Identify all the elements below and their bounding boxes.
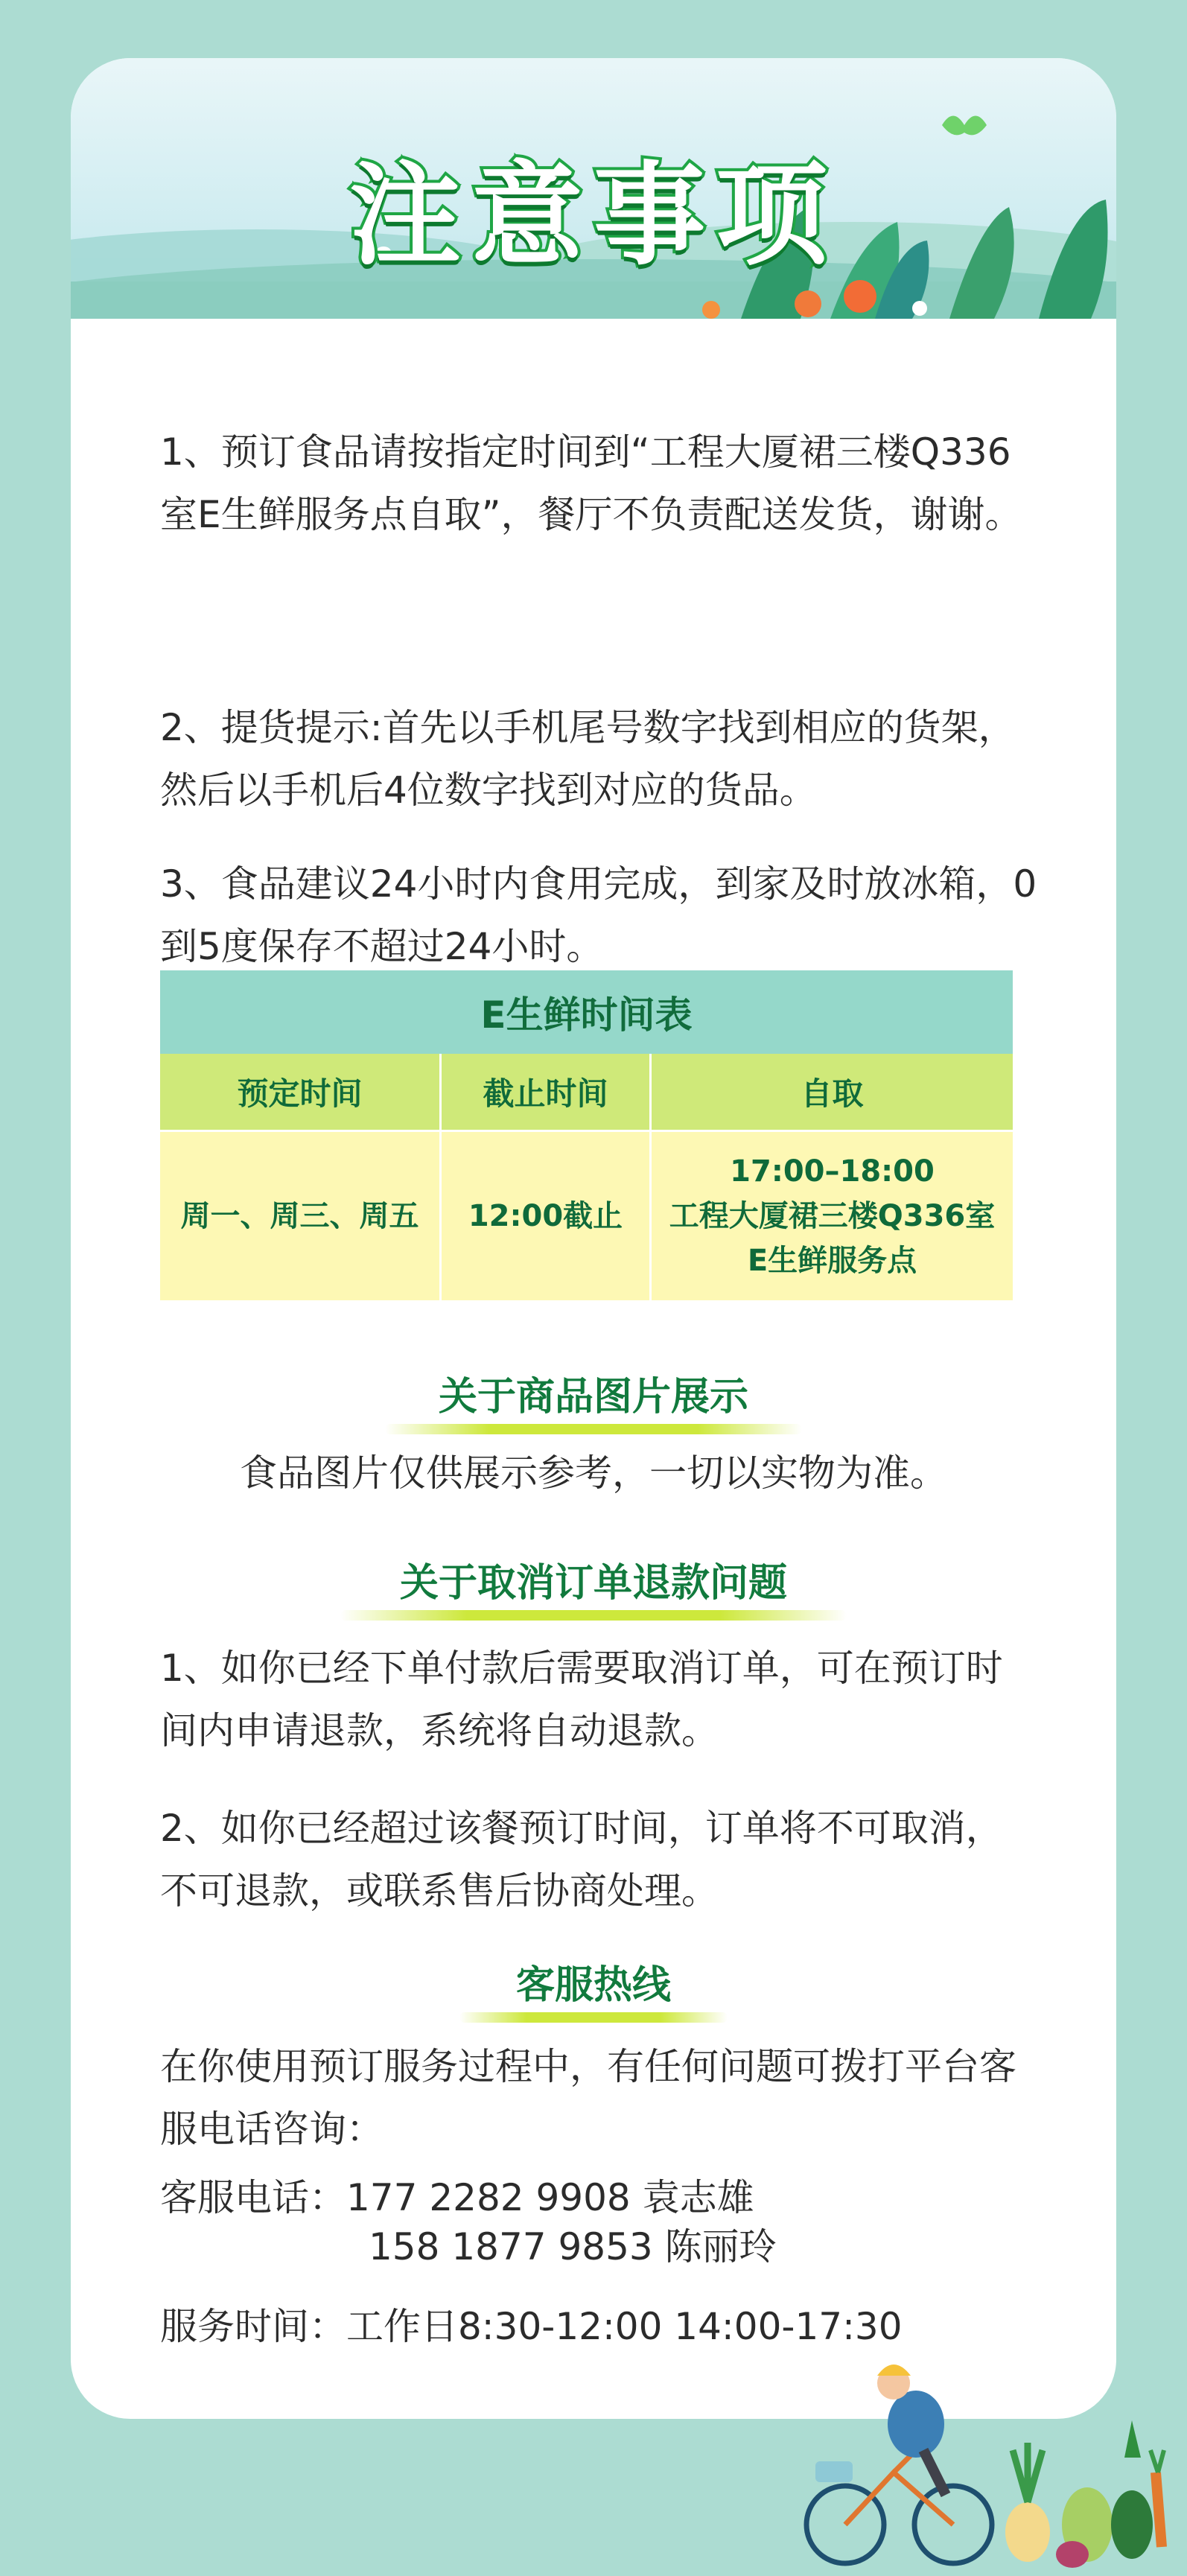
note-2: 2、提货提示:首先以手机尾号数字找到相应的货架，然后以手机后4位数字找到对应的货品。 <box>160 706 1016 812</box>
hotline-intro: 在你使用预订服务过程中，有任何问题可拨打平台客服电话咨询： <box>160 2045 1016 2151</box>
hotline-section-title: 客服热线 <box>71 1953 1116 2023</box>
notice-card <box>71 58 1116 2419</box>
pickup-cell <box>652 1132 1013 1300</box>
column-header: 预定时间 <box>160 1054 442 1130</box>
images-section-text: 食品图片仅供展示参考，一切以实物为准。 <box>240 1451 947 1495</box>
phone-number-1: 177 2282 9908 袁志雄 <box>346 2176 754 2219</box>
refund-item-1: 1、如你已经下单付款后需要取消订单，可在预订时间内申请退款，系统将自动退款。 <box>160 1647 1003 1752</box>
phone-number-2: 158 1877 9853 陈丽玲 <box>369 2225 777 2268</box>
title-underline <box>459 2012 728 2023</box>
note-1: 1、预订食品请按指定时间到“工程大厦裙三楼Q336室E生鲜服务点自取”，餐厅不负责配送发货，谢谢。 <box>160 430 1022 536</box>
refund-section-title: 关于取消订单退款问题 <box>71 1551 1116 1621</box>
schedule-table <box>160 970 1013 1300</box>
note-3: 3、食品建议24小时内食用完成，到家及时放冰箱，0到5度保存不超过24小时。 <box>160 862 1037 968</box>
hotline-phones <box>160 2173 1039 2271</box>
schedule-header-row <box>160 1054 1013 1130</box>
pickup-location: 工程大厦裙三楼Q336室 <box>669 1199 996 1233</box>
images-section-title: 关于商品图片展示 <box>71 1365 1116 1434</box>
cyclist-vegetables-illustration <box>774 2353 1177 2576</box>
schedule-row <box>160 1130 1013 1300</box>
phone-label: 客服电话： <box>160 2176 346 2219</box>
pickup-time: 17:00–18:00 <box>730 1154 935 1189</box>
column-header: 截止时间 <box>442 1054 652 1130</box>
title-underline <box>340 1610 847 1621</box>
refund-item-2: 2、如你已经超过该餐预订时间，订单将不可取消，不可退款，或联系售后协商处理。 <box>160 1807 1003 1912</box>
title-underline <box>385 1424 802 1434</box>
page-title: 注意事项 <box>349 151 838 281</box>
schedule-title: E生鲜时间表 <box>160 970 1013 1054</box>
header-banner <box>71 58 1116 319</box>
order-days-cell: 周一、周三、周五 <box>160 1132 442 1300</box>
service-hours: 服务时间：工作日8:30-12:00 14:00-17:30 <box>160 2305 903 2348</box>
pickup-point: E生鲜服务点 <box>747 1244 917 1278</box>
column-header: 自取 <box>652 1054 1013 1130</box>
cutoff-cell: 12:00截止 <box>442 1132 652 1300</box>
